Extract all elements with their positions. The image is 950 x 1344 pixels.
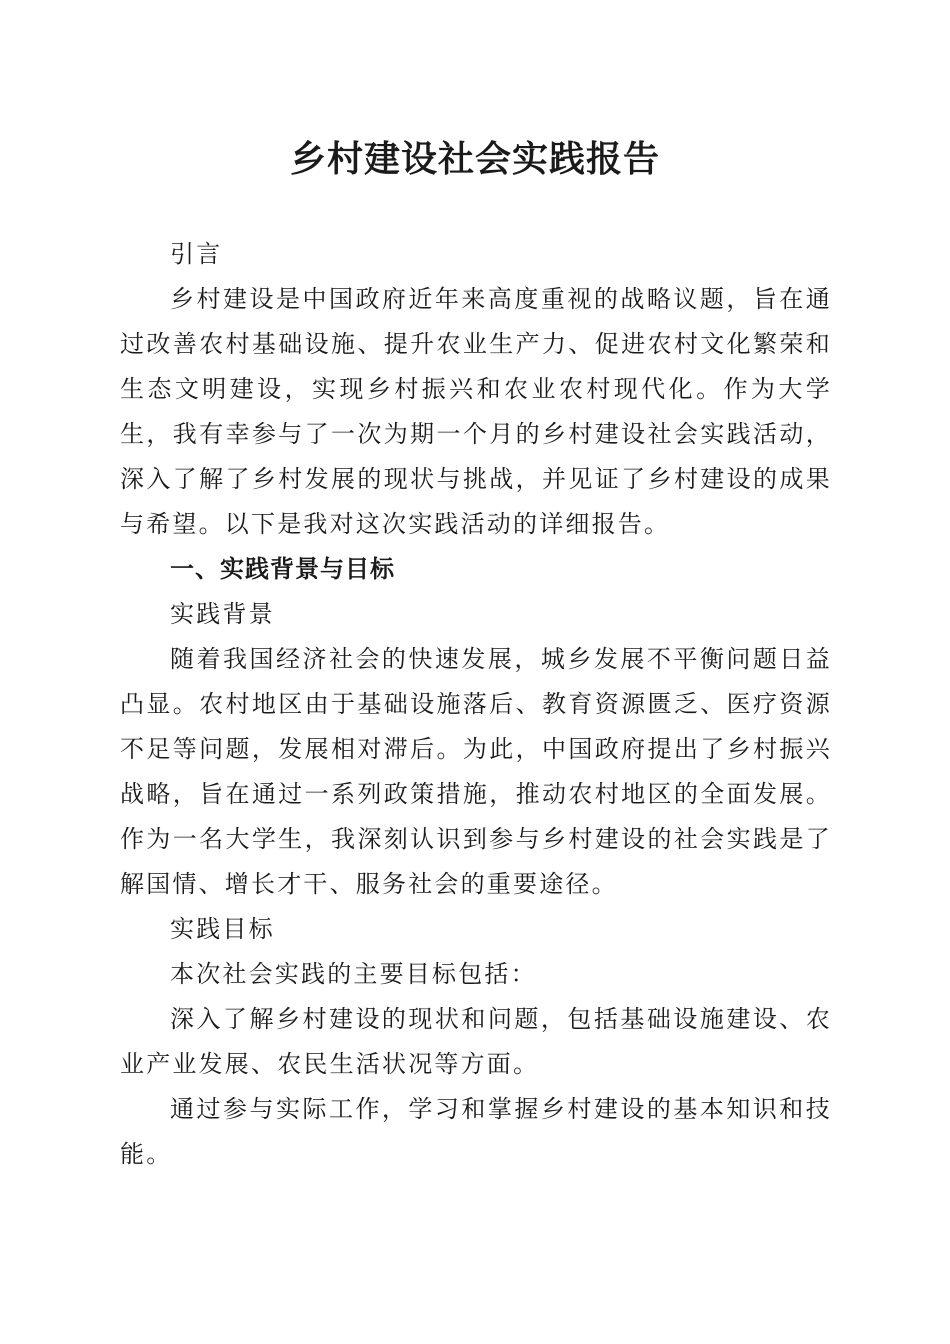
- subheading-goals: 实践目标: [170, 915, 275, 943]
- document-title: 乡村建设社会实践报告: [289, 139, 660, 180]
- document-body: [120, 232, 832, 1177]
- paragraph-intro-heading: 引言: [170, 240, 223, 268]
- paragraph-goal-1: 深入了解乡村建设的现状和问题，包括基础设施建设、农业产业发展、农民生活状况等方面。: [120, 1005, 832, 1078]
- paragraph-background: 随着我国经济社会的快速发展，城乡发展不平衡问题日益凸显。农村地区由于基础设施落后、教育资源匮乏、医疗资源不足等问题，发展相对滞后。为此，中国政府提出了乡村振兴战略，旨在通过一系列政策措施，推动农村地区的全面发展。作为一名大学生，我深刻认识到参与乡村建设的社会实践是了解国情、增长才干、服务社会的重要途径。: [120, 645, 832, 898]
- section-heading-1: 一、实践背景与目标: [170, 555, 395, 583]
- paragraph-goal-2: 通过参与实际工作，学习和掌握乡村建设的基本知识和技能。: [120, 1095, 832, 1168]
- subheading-background: 实践背景: [170, 600, 275, 628]
- paragraph-goals-intro: 本次社会实践的主要目标包括：: [170, 960, 537, 988]
- paragraph-intro: 乡村建设是中国政府近年来高度重视的战略议题，旨在通过改善农村基础设施、提升农业生产力、促进农村文化繁荣和生态文明建设，实现乡村振兴和农业农村现代化。作为大学生，我有幸参与了一次为期一个月的乡村建设社会实践活动，深入了解了乡村发展的现状与挑战，并见证了乡村建设的成果与希望。以下是我对这次实践活动的详细报告。: [120, 285, 832, 538]
